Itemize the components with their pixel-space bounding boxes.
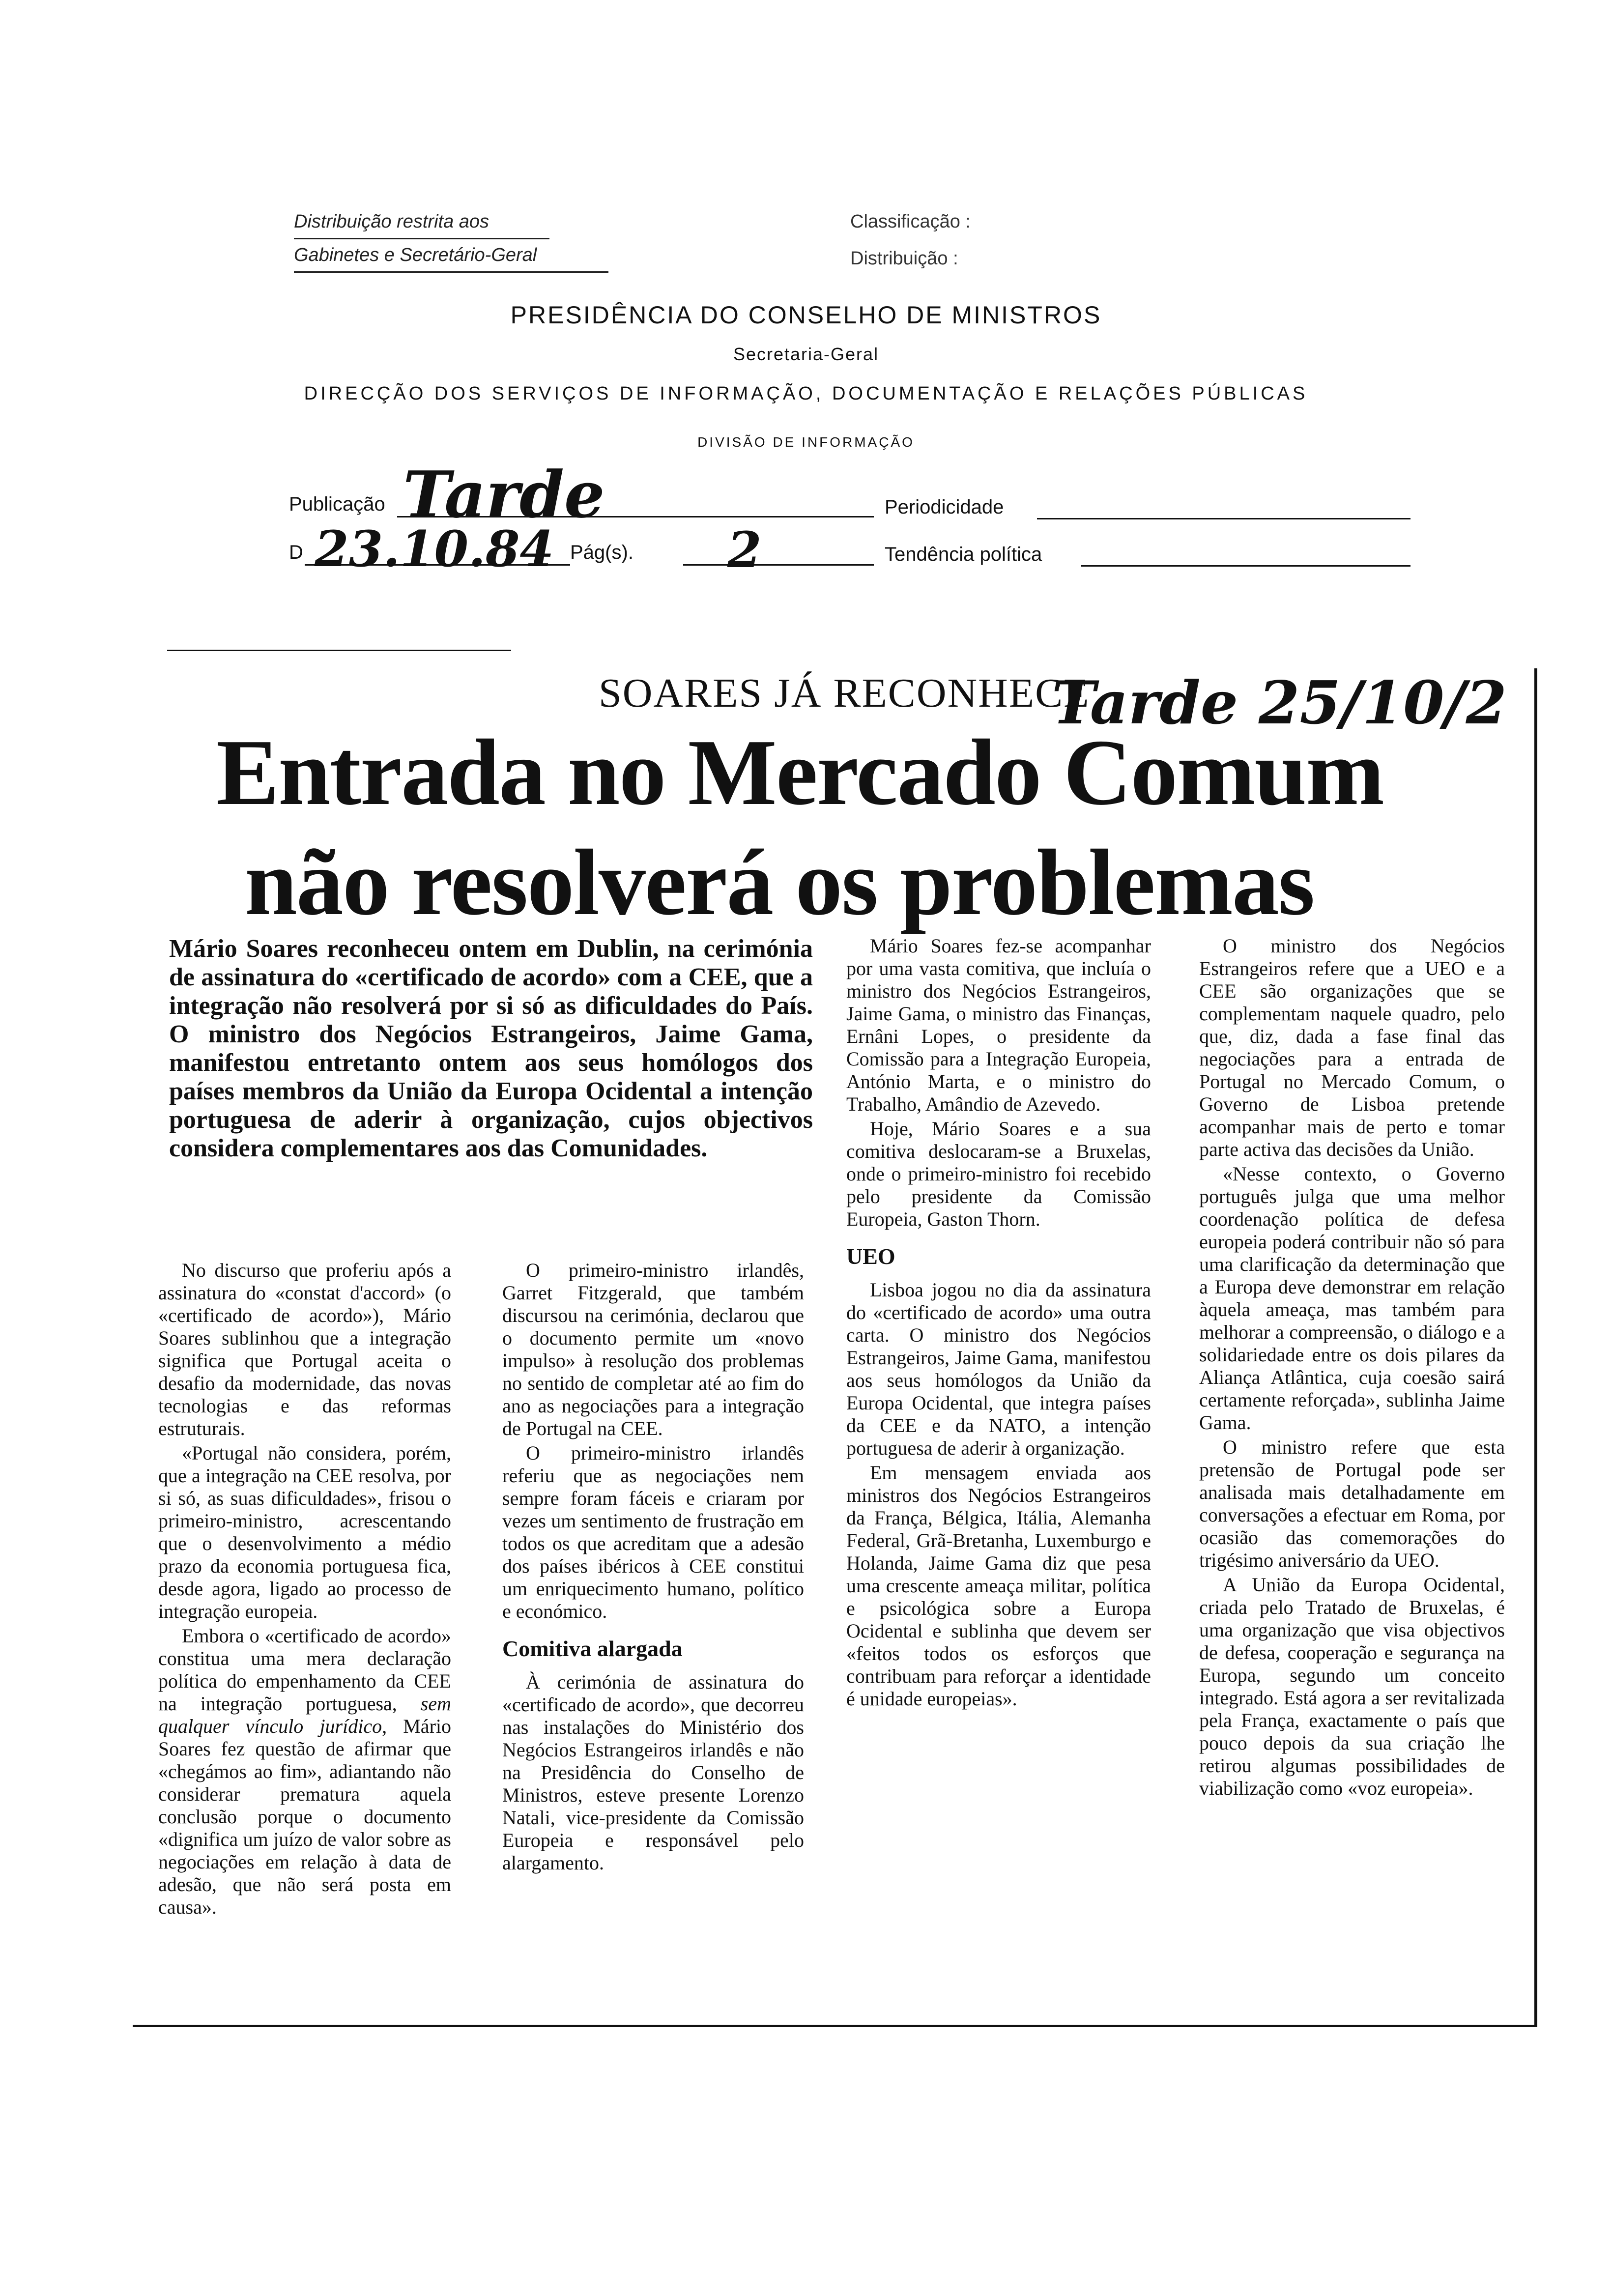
- col3-paragraph-2: Hoje, Mário Soares e a sua comitiva deslocaram-se a Bruxelas, onde o primeiro-ministro foi recebido pelo presidente da Comissão Europeia, Gaston Thorn.: [846, 1118, 1151, 1230]
- article-kicker: SOARES JÁ RECONHECE: [599, 670, 1090, 716]
- col2-paragraph-1: O primeiro-ministro irlandês, Garret Fitzgerald, que também discursou na cerimónia, declarou que o documento permite um «novo impulso» à resolução dos problemas no sentido de completar até ao fim do ano as negociações para a integração de Portugal na CEE.: [502, 1259, 804, 1439]
- headline-line-2: não resolverá os problemas: [245, 830, 1314, 935]
- col3-paragraph-4: Em mensagem enviada aos ministros dos Negócios Estrangeiros da França, Bélgica, Itália, Alemanha Federal, Grã-Bretanha, Luxemburgo e Holanda, Jaime Gama diz que pesa uma crescente ameaça militar, política e psicológica sobre a Europa Ocidental e sublinha que devem ser «feitos todos os esforços que contribuam para reforçar a identidade é unidade europeias».: [846, 1462, 1151, 1710]
- column-2: [502, 1259, 804, 1876]
- periodicity-line: [1037, 518, 1410, 519]
- secretariat-title: Secretaria-Geral: [733, 344, 879, 364]
- political-tendency-label: Tendência política: [885, 544, 1042, 565]
- publication-label: Publicação: [289, 493, 385, 515]
- directorate-title: DIRECÇÃO DOS SERVIÇOS DE INFORMAÇÃO, DOCUMENTAÇÃO E RELAÇÕES PÚBLICAS: [304, 383, 1308, 404]
- date-handwritten: 23.10.84: [315, 520, 554, 578]
- col1-paragraph-3: [158, 1625, 451, 1919]
- col1-p3-text-a: Embora o «certificado de acordo» constitua uma mera declaração política do empenhamento da CEE na integração portuguesa,: [158, 1625, 451, 1715]
- column-3: [846, 935, 1151, 1712]
- recipients-underline: [294, 271, 608, 273]
- col4-paragraph-4: A União da Europa Ocidental, criada pelo Tratado de Bruxelas, é uma organização que visa objectivos de defesa, cooperação e segurança na Europa, segundo um conceito integrado. Está agora a ser revitalizada pela França, exactamente o país que pouco depois da sua criação lhe retirou algumas possibilidades de viabilização como «voz europeia».: [1199, 1574, 1505, 1799]
- presidency-title: PRESIDÊNCIA DO CONSELHO DE MINISTROS: [510, 301, 1102, 329]
- column-4: [1199, 935, 1505, 1802]
- col1-p3-text-b: , Mário Soares fez questão de afirmar que «chegámos ao fim», adiantando não considerar prematura aquela conclusão porque o documento «dignifica um juízo de valor sobre as negociações em relação à data de adesão, que não será posta em causa».: [158, 1715, 451, 1918]
- col1-p3-italic: sem qualquer vínculo jurídico: [158, 1693, 451, 1737]
- page-label: Pág(s).: [570, 542, 633, 563]
- col2-paragraph-2: O primeiro-ministro irlandês referiu que as negociações nem sempre foram fáceis e criaram por vezes um sentimento de frustração em todos os que acreditam que a adesão dos países ibéricos à CEE constitui um enriquecimento humano, político e económico.: [502, 1442, 804, 1622]
- page-line: [683, 564, 874, 566]
- col4-paragraph-3: O ministro refere que esta pretensão de Portugal pode ser analisada mais detalhadamente em conversações a efectuar em Roma, por ocasião das comemorações do trigésimo aniversário da UEO.: [1199, 1436, 1505, 1571]
- page-handwritten: 2: [727, 521, 762, 579]
- col4-paragraph-2: «Nesse contexto, o Governo português julga que uma melhor coordenação política de defesa europeia poderá contribuir não só para uma clarificação da determinação que a Europa deve demonstrar em relação àquela ameaça, mas também para melhorar a compreensão, o diálogo e a solidariedade entre os dois pilares da Aliança Atlântica, cuja coesão sairá certamente reforçada», sublinha Jaime Gama.: [1199, 1163, 1505, 1434]
- headline-line-1: Entrada no Mercado Comum: [216, 720, 1384, 825]
- distribution-restricted-label: Distribuição restrita aos: [294, 211, 489, 232]
- col3-subhead: UEO: [846, 1244, 895, 1269]
- col2-subhead: Comitiva alargada: [502, 1636, 683, 1661]
- publication-handwritten: Tarde: [403, 457, 605, 532]
- col1-paragraph-1: No discurso que proferiu após a assinatura do «constat d'accord» (o «certificado de acordo»), Mário Soares sublinhou que a integração significa que Portugal aceita o desafio da modernidade, das novas tecnologias e das reformas estruturais.: [158, 1259, 451, 1439]
- distribution-recipients-label: Gabinetes e Secretário-Geral: [294, 245, 537, 265]
- distribution-label: Distribuição :: [850, 248, 958, 269]
- distribution-underline: [294, 238, 549, 239]
- column-1: [158, 1259, 451, 1921]
- col1-paragraph-2: «Portugal não considera, porém, que a integração na CEE resolva, por si só, as suas dificuldades», frisou o primeiro-ministro, acrescentando que o desenvolvimento a médio prazo da economia portuguesa fica, desde agora, ligado ao processo de integração europeia.: [158, 1442, 451, 1622]
- col4-paragraph-1: O ministro dos Negócios Estrangeiros refere que a UEO e a CEE são organizações que se complementam naquele quadro, pelo que, diz, dada a fase final das negociações para a entrada de Portugal no Mercado Comum, o Governo de Lisboa pretende acompanhar mais de perto e tomar parte activa das decisões da União.: [1199, 935, 1505, 1160]
- classification-label: Classificação :: [850, 211, 971, 232]
- political-tendency-line: [1081, 565, 1410, 567]
- handwritten-annotation: Tarde 25/10/2: [1052, 668, 1507, 738]
- periodicity-label: Periodicidade: [885, 496, 1004, 518]
- article-top-rule: [167, 650, 511, 651]
- lead-paragraph: Mário Soares reconheceu ontem em Dublin, na cerimónia de assinatura do «certificado de acordo» com a CEE, que a integração não resolverá por si só as dificuldades do País. O ministro dos Negócios Estrangeiros, Jaime Gama, manifestou entretanto ontem aos seus homólogos dos países membros da União da Europa Ocidental a intenção portuguesa de aderir à organização, cujos objectivos considera complementares aos das Comunidades.: [169, 935, 813, 1162]
- col3-paragraph-1: Mário Soares fez-se acompanhar por uma vasta comitiva, que incluía o ministro dos Negócios Estrangeiros, Jaime Gama, o ministro das Finanças, Ernâni Lopes, o presidente da Comissão para a Integração Europeia, António Marta, e o ministro do Trabalho, Amândio de Azevedo.: [846, 935, 1151, 1115]
- date-label: D: [289, 542, 303, 563]
- col2-paragraph-3: À cerimónia de assinatura do «certificado de acordo», que decorreu nas instalações do Ministério dos Negócios Estrangeiros irlandês e não na Presidência do Conselho de Ministros, esteve presente Lorenzo Natali, vice-presidente da Comissão Europeia e responsável pelo alargamento.: [502, 1671, 804, 1874]
- col3-paragraph-3: Lisboa jogou no dia da assinatura do «certificado de acordo» uma outra carta. O ministro dos Negócios Estrangeiros, Jaime Gama, manifestou aos seus homólogos da União da Europa Ocidental, que integra países da CEE e da NATO, a intenção portuguesa de aderir à organização.: [846, 1279, 1151, 1459]
- article-right-rule: [1534, 668, 1537, 2025]
- division-title: DIVISÃO DE INFORMAÇÃO: [697, 434, 915, 450]
- article-bottom-rule: [133, 2025, 1537, 2027]
